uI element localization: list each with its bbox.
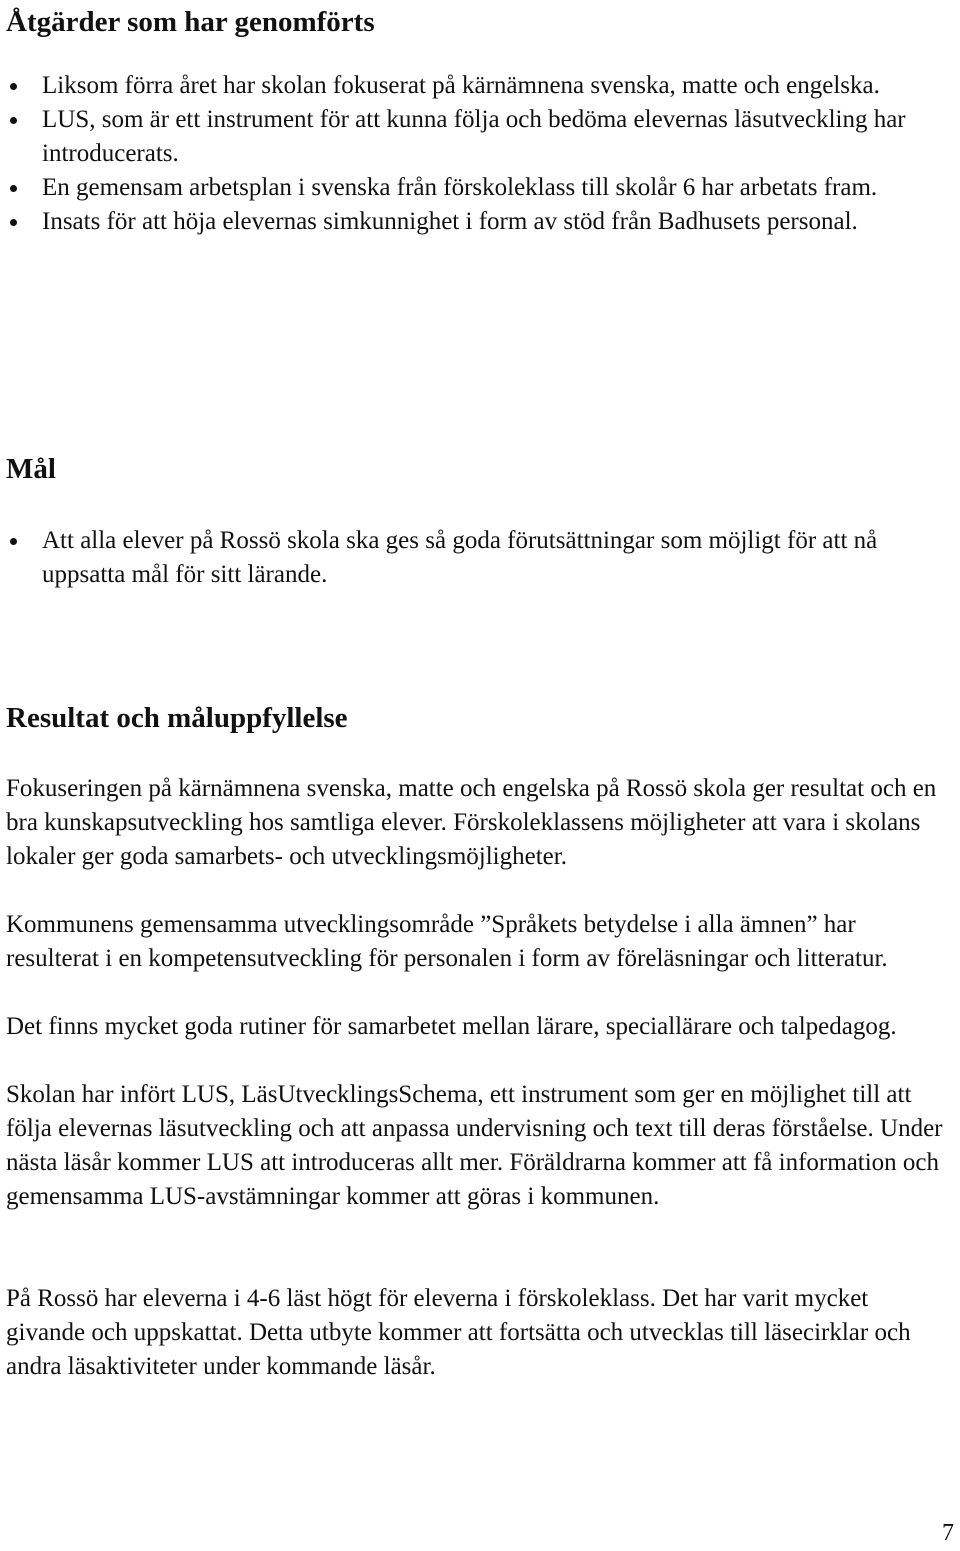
atgarder-list xyxy=(0,69,955,239)
bullet-dot-icon xyxy=(10,538,17,545)
heading-mal: Mål xyxy=(6,453,56,485)
list-item xyxy=(0,205,955,239)
bullet-dot-icon xyxy=(10,219,17,226)
list-item-text: Insats för att höja elevernas simkunnighet i form av stöd från Badhusets personal. xyxy=(42,208,858,235)
resultat-paragraph-3: Det finns mycket goda rutiner för samarbetet mellan lärare, speciallärare och talpedagog. xyxy=(6,1013,897,1040)
mal-list xyxy=(0,524,955,592)
heading-atgarder: Åtgärder som har genomförts xyxy=(6,6,375,38)
bullet-dot-icon xyxy=(10,117,17,124)
list-item-text: Liksom förra året har skolan fokuserat på kärnämnena svenska, matte och engelska. xyxy=(42,72,880,99)
page-number: 7 xyxy=(942,1520,954,1546)
resultat-paragraph-5: På Rossö har eleverna i 4-6 läst högt för eleverna i förskoleklass. Det har varit mycket givande och uppskattat. Detta utbyte kommer att fortsätta och utvecklas till läsecirklar och andra läsaktiviteter under kommande läsår. xyxy=(6,1285,911,1380)
resultat-paragraph-4: Skolan har infört LUS, LäsUtvecklingsSchema, ett instrument som ger en möjlighet till att följa elevernas läsutveckling och att anpassa undervisning och text till deras förståelse. Under nästa läsår kommer LUS att introduceras allt mer. Föräldrarna kommer att få information och gemensamma LUS-avstämningar kommer att göras i kommunen. xyxy=(6,1081,943,1210)
bullet-dot-icon xyxy=(10,83,17,90)
list-item xyxy=(0,69,955,103)
heading-resultat: Resultat och måluppfyllelse xyxy=(6,702,348,734)
list-item xyxy=(0,524,955,592)
list-item-text: Att alla elever på Rossö skola ska ges så goda förutsättningar som möjligt för att nå uppsatta mål för sitt lärande. xyxy=(42,527,878,588)
resultat-paragraph-2: Kommunens gemensamma utvecklingsområde ”Språkets betydelse i alla ämnen” har resulterat i en kompetensutveckling för personalen i form av föreläsningar och litteratur. xyxy=(6,911,888,972)
list-item xyxy=(0,171,955,205)
list-item-text: LUS, som är ett instrument för att kunna följa och bedöma elevernas läsutveckling har introducerats. xyxy=(42,106,906,167)
bullet-dot-icon xyxy=(10,185,17,192)
resultat-paragraph-1: Fokuseringen på kärnämnena svenska, matte och engelska på Rossö skola ger resultat och en bra kunskapsutveckling hos samtliga elever. Förskoleklassens möjligheter att vara i skolans lokaler ger goda samarbets- och utvecklingsmöjligheter. xyxy=(6,775,937,870)
list-item-text: En gemensam arbetsplan i svenska från förskoleklass till skolår 6 har arbetats fram. xyxy=(42,174,878,201)
list-item xyxy=(0,103,955,171)
